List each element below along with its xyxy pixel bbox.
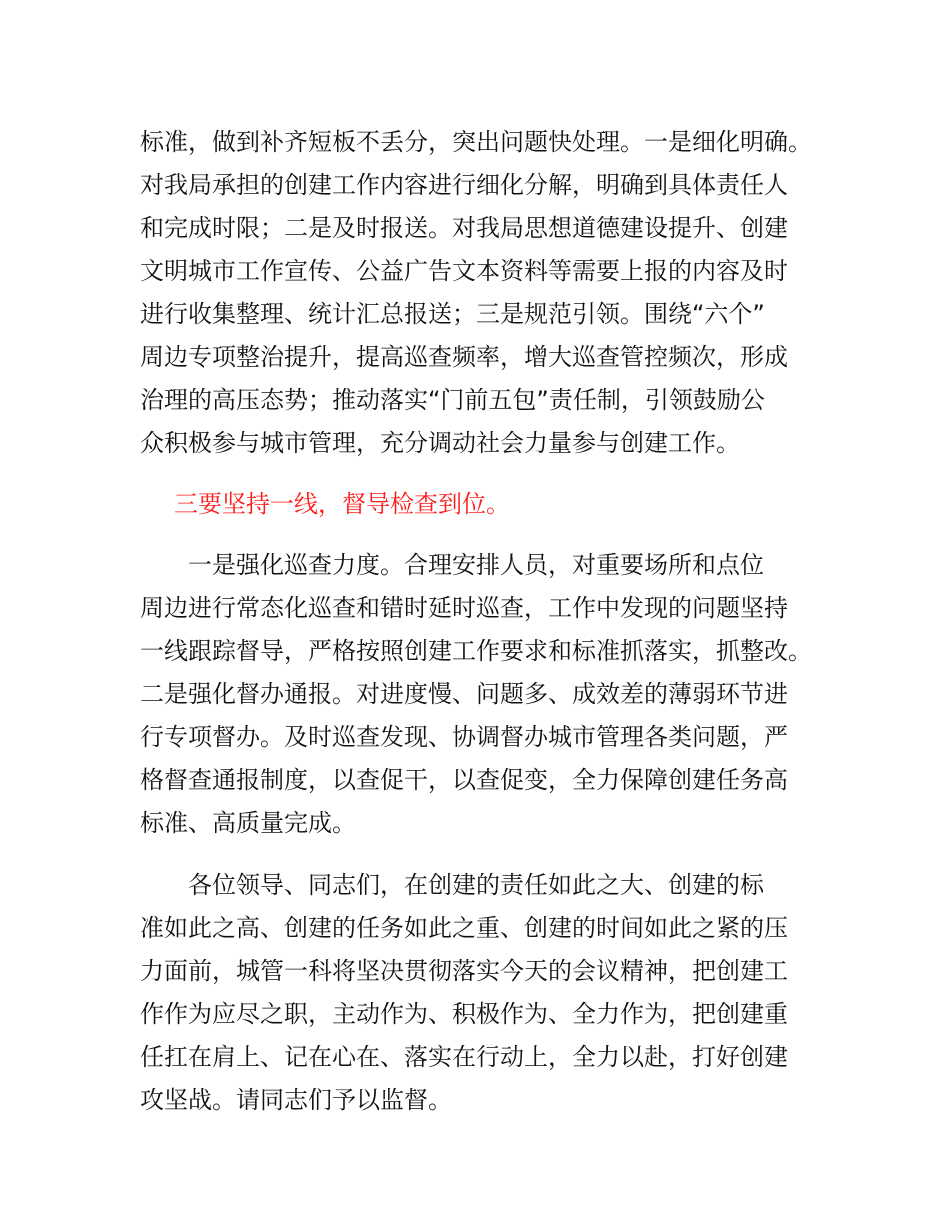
text-line: 一线跟踪督导，严格按照创建工作要求和标准抓落实，抓整改。 [140, 637, 812, 665]
text-line: 作作为应尽之职，主动作为、积极作为、全力作为，把创建重 [140, 1000, 788, 1028]
text-line: 周边进行常态化巡查和错时延时巡查，工作中发现的问题坚持 [140, 594, 788, 622]
text-line: 众积极参与城市管理，充分调动社会力量参与创建工作。 [140, 429, 740, 457]
text-line: 周边专项整治提升，提高巡查频率，增大巡查管控频次，形成 [140, 343, 788, 371]
section-heading: 三要坚持一线，督导检查到位。 [174, 490, 510, 518]
text-line: 标准、高质量完成。 [140, 809, 356, 837]
text-line: 攻坚战。请同志们予以监督。 [140, 1086, 452, 1114]
text-line: 行专项督办。及时巡查发现、协调督办城市管理各类问题，严 [140, 723, 788, 751]
text-line: 各位领导、同志们，在创建的责任如此之大、创建的标 [188, 871, 764, 899]
text-line: 力面前，城管一科将坚决贯彻落实今天的会议精神，把创建工 [140, 957, 788, 985]
text-line: 格督查通报制度，以查促干，以查促变，全力保障创建任务高 [140, 766, 788, 794]
text-line: 文明城市工作宣传、公益广告文本资料等需要上报的内容及时 [140, 257, 788, 285]
text-line: 对我局承担的创建工作内容进行细化分解，明确到具体责任人 [140, 171, 788, 199]
text-line: 准如此之高、创建的任务如此之重、创建的时间如此之紧的压 [140, 914, 788, 942]
text-line: 和完成时限；二是及时报送。对我局思想道德建设提升、创建 [140, 214, 788, 242]
text-line: 进行收集整理、统计汇总报送；三是规范引领。围绕“六个” [140, 300, 765, 328]
text-line: 二是强化督办通报。对进度慢、问题多、成效差的薄弱环节进 [140, 680, 788, 708]
text-line: 标准，做到补齐短板不丢分，突出问题快处理。一是细化明确。 [140, 128, 812, 156]
text-line: 一是强化巡查力度。合理安排人员，对重要场所和点位 [188, 551, 764, 579]
text-line: 治理的高压态势；推动落实“门前五包”责任制，引领鼓励公 [140, 386, 765, 414]
text-line: 任扛在肩上、记在心在、落实在行动上，全力以赴，打好创建 [140, 1043, 788, 1071]
